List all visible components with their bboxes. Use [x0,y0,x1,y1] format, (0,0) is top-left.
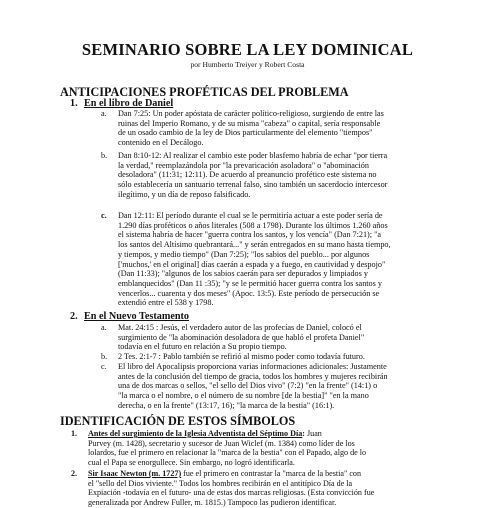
item-rest: Juan [304,429,322,438]
item-line: 1.290 días proféticos o años literales (508 a 1798). Durante los últimos 1.260 años [118,220,388,230]
item-label: b. [101,151,108,160]
item-line: Dan 7:25: Un poder apóstata de carácter político-religioso, surgiendo de entre las [118,109,384,118]
document-author: por Humberto Treiyer y Robert Costa [190,60,305,69]
item-line: emblanquecidos" (Dan 11 :35); "y se le permitió hacer guerra contra los santos y [118,278,382,288]
item-line: el sistema habría de hacer "guerra contra los santos, y los vencía" (Dan 7:21); "a [118,230,382,240]
item-line: Dan 12:11: El período durante el cual se le permitiría actuar a este poder sería de [118,211,383,220]
item-line: los santos del Altísimo quebrantará..." y serán entregados en su mano hasta tiempo, [118,240,391,250]
subsection-heading-daniel [70,98,173,109]
item-number: 2. [71,469,78,478]
item-line: Expiación -todavía en el futuro- una de estas dos marcas religiosas. (Esta convicción fue [88,488,375,498]
list-item-nt-a [101,323,365,352]
item-line: vencerlos... cuarenta y dos meses" (Apoc. 13:5). Este período de persecución se [118,288,380,298]
list-item-identificacion-2 [71,469,375,508]
item-lead-end: : [302,429,305,438]
item-line: ['muchos,' en el original] días caerán a espada y a fuego, en cautividad y despojo" [118,259,386,269]
section-heading-anticipaciones: ANTICIPACIONES PROFÉTICAS DEL PROBLEMA [60,85,349,99]
item-line: El libro del Apocalipsis proporciona varias informaciones adicionales: Justamente [118,362,387,371]
subsection-heading-nuevo-testamento [70,311,189,322]
item-line [88,429,366,439]
item-line: ilegítimo, y un día de reposo falsificado. [118,189,251,199]
list-item-daniel-c [101,211,391,308]
item-line [88,469,374,479]
item-number: 1. [71,429,78,438]
item-line: ruinas del Imperio Romano, y de su misma "cabeza" o capital, sería responsable [118,118,381,128]
item-line: antes de la conclusión del tiempo de gracia, todos los hombres y mujeres recibirán [118,371,388,381]
item-line: el "sello del Dios viviente." Todos los hombres recibirán en el antitípico Día de la [88,478,353,488]
list-item-daniel-a [101,109,384,148]
item-line: Mat. 24:15 : Jesús, el verdadero autor de las profecías de Daniel, colocó el [118,323,362,332]
list-item-nt-b [101,352,365,362]
list-item-daniel-b [101,151,388,200]
item-line: sólo establecería un santuario terrenal falso, sino también un sacerdocio intercesor [118,180,388,190]
item-line: una de dos marcas o sellos, "el sello del Dios vivo" (7:2) "en la frente" (14:1) o [118,381,378,391]
item-label: a. [101,323,107,332]
item-label: b. [101,352,108,361]
item-line: lolardos, fue el primero en relacionar la "marca de la bestia" con el Papado, algo de lo [88,448,367,458]
item-line: contenido en el Decálogo. [118,138,204,148]
item-line: extendió entre el 538 y 1798. [118,298,214,308]
item-line: y tiempos, y medio tiempo" (Dan 7:25); "los sabios del pueblo... por algunos [118,249,370,259]
item-line: de un osado cambio de la ley de Dios particularmente del elemento "tiempos" [118,128,373,138]
document-title: SEMINARIO SOBRE LA LEY DOMINICAL [81,40,414,59]
item-rest: fue el primero en contrastar la "marca de la bestia" con [181,469,362,478]
section-heading-identificacion: IDENTIFICACIÓN DE ESTOS SÍMBOLOS [60,414,296,428]
item-line: Dan 8:10-12: Al realizar el cambio este poder blasfemo habría de echar "por tierra [118,151,388,160]
list-item-nt-c [101,362,388,411]
item-lead: Antes del surgimiento de la Iglesia Adventista del Séptimo Día [88,429,303,438]
item-line: desoladora" (11:31; 12:11). De acuerdo al preanuncio profético este sistema no [118,170,377,180]
item-label: c. [101,211,107,220]
item-line: cual el Papa se enorgullece. Sin embargo, no logró identificarla. [88,458,295,468]
subsection-title: En el libro de Daniel [84,98,174,109]
item-label: a. [101,109,107,118]
item-line: generalizada por Andrew Fuller, m. 1815.) Tampoco las pudieron identificar. [88,498,337,508]
item-line: (Dan 11:33); "algunos de los sabios caerán para ser depurados y limpiados y [118,269,368,279]
item-line: la verdad," reemplazándola por "la prevaricación asoladora" o "abominación [118,160,369,170]
item-line: 2 Tes. 2:1-7 : Pablo también se refirió al mismo poder como todavía futuro. [118,352,365,361]
subsection-title: En el Nuevo Testamento [84,311,189,322]
item-line: "la marca o el nombre, o el número de su nombre [de la bestia]" "en la mano [118,391,369,401]
item-label: c. [101,362,107,371]
item-line: derecha, o en la frente" (13:17, 16); "la marca de la bestia" (16:1). [118,400,335,410]
item-line: todavía en el futuro en relación a Su propio tiempo. [118,342,287,352]
list-item-identificacion-1 [71,429,367,468]
subsection-number: 2. [70,311,78,322]
item-line: Purvey (m. 1428), secretario y sucesor de Juan Wiclef (m. 1384) como líder de los [88,438,355,448]
item-line: surgimiento de "la abominación desoladora de que habló el profeta Daniel" [118,332,365,342]
item-lead: Sir Isaac Newton (m. 1727) [88,469,182,478]
subsection-number: 1. [70,98,78,109]
